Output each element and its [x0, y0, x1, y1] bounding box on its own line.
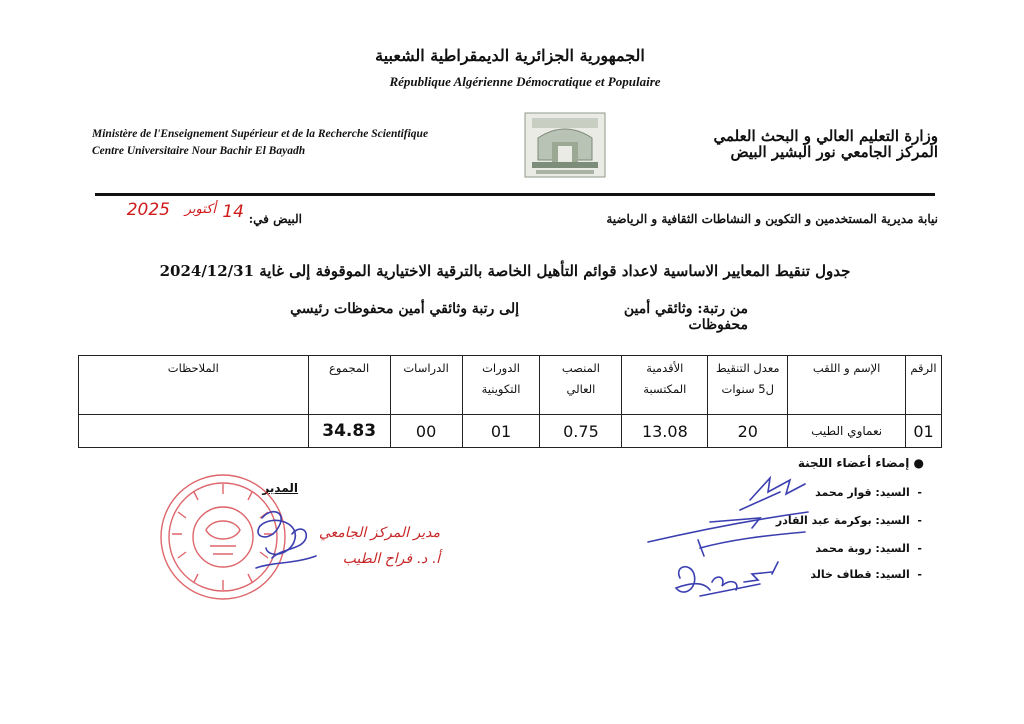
header-position-line1: المنصب [561, 361, 600, 375]
header-seniority-line1: الأقدمية [646, 361, 684, 375]
table-header-row [79, 356, 942, 415]
header-position-line2: العالي [566, 382, 596, 396]
header-seniority-line2: المكتسبة [643, 382, 687, 396]
from-rank: من رتبة: وثائقي أمين محفوظات [623, 301, 748, 333]
ministry-ar-line1: وزارة التعليم العالي و البحث العلمي [713, 127, 938, 145]
university-logo [524, 112, 606, 178]
to-rank: إلى رتبة وثائقي أمين محفوظات رئيسي [290, 301, 519, 317]
scores-table [78, 355, 942, 448]
ministry-fr-line2: Centre Universitaire Nour Bachir El Bayadh [92, 145, 306, 157]
date-month: أكتوبر [184, 202, 216, 217]
director-label: المدير [262, 481, 298, 495]
cell-training: 01 [462, 415, 540, 448]
cell-position: 0.75 [540, 415, 622, 448]
department-label: نيابة مديرية المستخدمين و التكوين و النشاطات الثقافية و الرياضية [606, 212, 938, 226]
header-name: الإسم و اللقب [788, 356, 906, 415]
header-rate-line1: معدل التنقيط [715, 361, 780, 375]
member-name: السيد: قطاف خالد [810, 568, 910, 581]
committee-signatures [640, 470, 820, 620]
header-num: الرقم [906, 356, 942, 415]
date-day: 14 [222, 202, 244, 222]
member-name: السيد: بوكرمة عبد القادر [775, 514, 910, 527]
member-name: السيد: روبة محمد [815, 542, 910, 555]
header-notes: الملاحظات [79, 356, 309, 415]
header-training [462, 356, 540, 415]
ministry-fr [92, 126, 492, 160]
header-training-line1: الدورات [482, 361, 520, 375]
cell-name: نعماوي الطيب [788, 415, 906, 448]
document-title: جدول تنقيط المعايير الاساسية لاعداد قوائم التأهيل الخاصة بالترقية الاختيارية الموقوفة إلى غاية 2024/12/31 [159, 262, 851, 280]
header-divider [95, 193, 935, 196]
committee-member-4: - السيد: قطاف خالد [810, 568, 922, 581]
committee-title-text: إمضاء أعضاء اللجنة [797, 456, 910, 470]
republic-fr: République Algérienne Démocratique et Populaire [389, 74, 661, 89]
republic-ar: الجمهورية الجزائرية الديمقراطية الشعبية [375, 46, 645, 65]
table-row [79, 415, 942, 448]
bullet-icon: ● [909, 456, 924, 470]
date-label: البيض في: [248, 212, 302, 226]
director-sign-line2: أ. د. فراح الطيب [342, 551, 440, 567]
committee-title [760, 456, 924, 470]
header-rate [708, 356, 788, 415]
cell-rate: 20 [708, 415, 788, 448]
header-rate-line2: ل5 سنوات [721, 382, 774, 396]
cell-total: 34.83 [308, 415, 390, 448]
header-position [540, 356, 622, 415]
director-sign-line1: مدير المركز الجامعي [318, 525, 440, 541]
cell-seniority: 13.08 [622, 415, 708, 448]
committee-member-2: - السيد: بوكرمة عبد القادر [775, 514, 922, 527]
ministry-fr-line1: Ministère de l'Enseignement Supérieur et de la Recherche Scientifique [92, 128, 429, 140]
committee-member-1: - السيد: قوار محمد [815, 486, 922, 499]
header-total: المجموع [308, 356, 390, 415]
header-training-line2: التكوينية [481, 382, 521, 396]
header-seniority [622, 356, 708, 415]
member-name: السيد: قوار محمد [815, 486, 910, 499]
ministry-ar [700, 128, 938, 160]
date-year: 2025 [126, 200, 170, 220]
cell-num: 01 [906, 415, 942, 448]
director-signature [232, 498, 332, 588]
committee-member-3: - السيد: روبة محمد [815, 542, 922, 555]
ministry-ar-line2: المركز الجامعي نور البشير البيض [730, 143, 938, 161]
cell-studies: 00 [390, 415, 462, 448]
date-line [112, 200, 302, 226]
header-studies: الدراسات [390, 356, 462, 415]
cell-notes [79, 415, 309, 448]
